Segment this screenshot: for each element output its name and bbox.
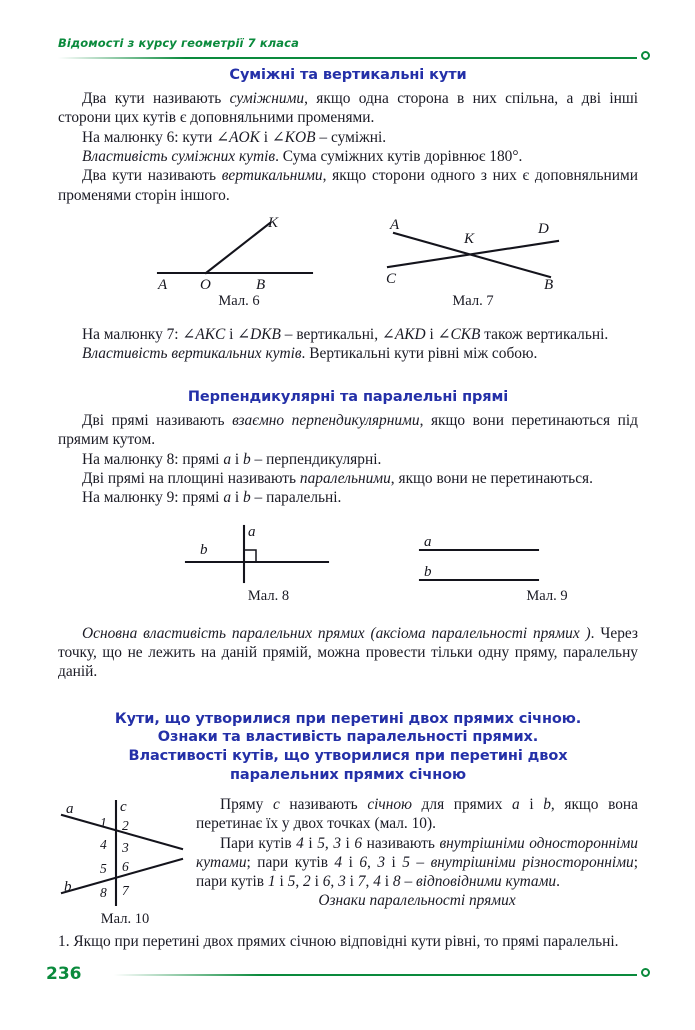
figure-9-caption: Мал. 9 — [526, 587, 568, 604]
footer-dot-icon — [641, 968, 650, 977]
section-title-adjacent-vertical-angles: Суміжні та вертикальні кути — [229, 67, 467, 83]
figure-10-angle-5: 5 — [100, 860, 107, 876]
figure-8-label-a: a — [248, 523, 256, 540]
figure-7 — [368, 215, 578, 310]
figure-10-label-a: a — [66, 800, 74, 817]
figure-10-drawing — [56, 797, 188, 909]
figure-10-angle-8: 8 — [100, 884, 107, 900]
paragraph-angle-pairs: Пари кутів 4 і 5, 3 і 6 називають внутрішніми односторонніми кутами; пари кутів 4 і 6, 3 і 5 – внутрішніми різносторонніми; пари кутів 1 і 5, 2 і 6, 3 і 7, 4 і 8 – відповідними кутами. — [196, 834, 638, 891]
figure-6-label-O: O — [200, 277, 211, 292]
figure-7-drawing — [368, 215, 578, 291]
figure-10-angle-1: 1 — [100, 814, 107, 830]
section-title-transversal-angles — [58, 710, 638, 785]
figure-row-8-9 — [58, 518, 638, 610]
page-footer — [46, 964, 655, 986]
figure-10-caption: Мал. 10 — [100, 910, 150, 927]
figure-10-angle-7: 7 — [122, 882, 129, 898]
running-head-dot-icon — [641, 51, 650, 60]
section-title-line-1: Кути, що утворилися при перетині двох прямих січною. — [114, 710, 582, 727]
figure-7-label-B: B — [544, 277, 554, 292]
list-item-criterion-1: 1. Якщо при перетині двох прямих січною відповідні кути рівні, то прямі паралельні. — [58, 932, 619, 950]
paragraph-perpendicular-definition: Дві прямі називають взаємно перпендикулярними, якщо вони перетинаються під прямим кутом. — [58, 411, 638, 449]
figure-6-drawing — [144, 215, 334, 291]
subheading-parallel-criteria: Ознаки паралельності прямих — [318, 891, 516, 909]
figure-10-label-b: b — [64, 878, 72, 895]
section-title-perpendicular-parallel-lines: Перпендикулярні та паралельні прямі — [187, 388, 509, 405]
paragraph-parallel-definition: Дві прямі на площині називають паралельними, якщо вони не перетинаються. — [82, 469, 593, 487]
figure-7-label-A: A — [390, 217, 400, 234]
paragraph-adjacent-property: Властивість суміжних кутів. Сума суміжних кутів дорівнює 180°. — [82, 148, 523, 166]
section-title-line-2: Ознаки та властивість паралельності прямих. — [157, 729, 539, 746]
figure-10 — [56, 797, 188, 928]
figure-6 — [144, 215, 334, 310]
paragraph-figure8-reference: На малюнку 8: прямі a і b – перпендикулярні. — [82, 450, 382, 468]
figure-8 — [176, 518, 361, 605]
page-content — [58, 66, 638, 951]
paragraph-transversal-definition: Пряму c називають січною для прямих a і b, якщо вона перетинає їх у двох точках (мал. 10). — [196, 795, 638, 833]
figure-8-caption: Мал. 8 — [247, 587, 290, 604]
figure-9-label-b: b — [424, 563, 432, 580]
paragraph-vertical-definition: Два кути називають вертикальними, якщо сторони одного з них є доповняльними променями сторін іншого. — [58, 167, 639, 204]
paragraph-figure7-reference: На малюнку 7: ∠AKC і ∠DKB – вертикальні, ∠AKD і ∠CKB також вертикальні. — [82, 326, 609, 344]
figure-9-label-a: a — [424, 533, 432, 550]
figure-8-drawing — [176, 518, 361, 588]
figure-7-label-D: D — [538, 221, 549, 238]
running-head-text: Відомості з курсу геометрії 7 класа — [58, 36, 299, 50]
figure-7-caption: Мал. 7 — [452, 293, 494, 310]
figure-10-angle-3: 3 — [122, 839, 129, 855]
footer-rule — [114, 974, 637, 976]
figure-8-label-b: b — [200, 541, 208, 558]
section-title-line-3: Властивості кутів, що утворилися при перетині двох — [128, 748, 568, 765]
section-title-line-4: паралельних прямих січною — [229, 767, 466, 784]
figure-10-angle-6: 6 — [122, 858, 129, 874]
paragraph-figure9-reference: На малюнку 9: прямі a і b – паралельні. — [82, 489, 342, 507]
paragraph-adjacent-definition: Два кути називають суміжними, якщо одна сторона в них спільна, а дві інші сторони цих кутів є доповняльними променями. — [58, 90, 638, 127]
figure-10-label-c: c — [120, 798, 127, 815]
paragraph-parallel-axiom: Основна властивість паралельних прямих (аксіома паралельності прямих ). Через точку, що не лежить на даній прямій, можна провести тільки одну пряму, паралельну даній. — [58, 624, 638, 681]
figure-9-drawing — [416, 524, 606, 588]
figure-10-angle-4: 4 — [100, 836, 107, 852]
paragraph-vertical-property: Властивість вертикальних кутів. Вертикальні кути рівні між собою. — [82, 345, 538, 363]
figure-6-caption: Мал. 6 — [218, 293, 260, 310]
figure-7-label-K: K — [464, 231, 475, 248]
figure-6-label-B: B — [256, 277, 266, 292]
running-head-rule — [58, 57, 637, 59]
figure-6-label-K: K — [268, 215, 279, 232]
figure-7-label-C: C — [386, 271, 397, 288]
figure-9 — [416, 524, 642, 605]
running-head — [58, 36, 655, 60]
page-number: 236 — [46, 964, 82, 984]
paragraph-figure6-reference: На малюнку 6: кути ∠AOK і ∠KOB – суміжні. — [82, 128, 387, 146]
figure-row-6-7 — [58, 215, 638, 311]
figure-10-angle-2: 2 — [122, 817, 129, 833]
figure-6-label-A: A — [158, 277, 168, 292]
